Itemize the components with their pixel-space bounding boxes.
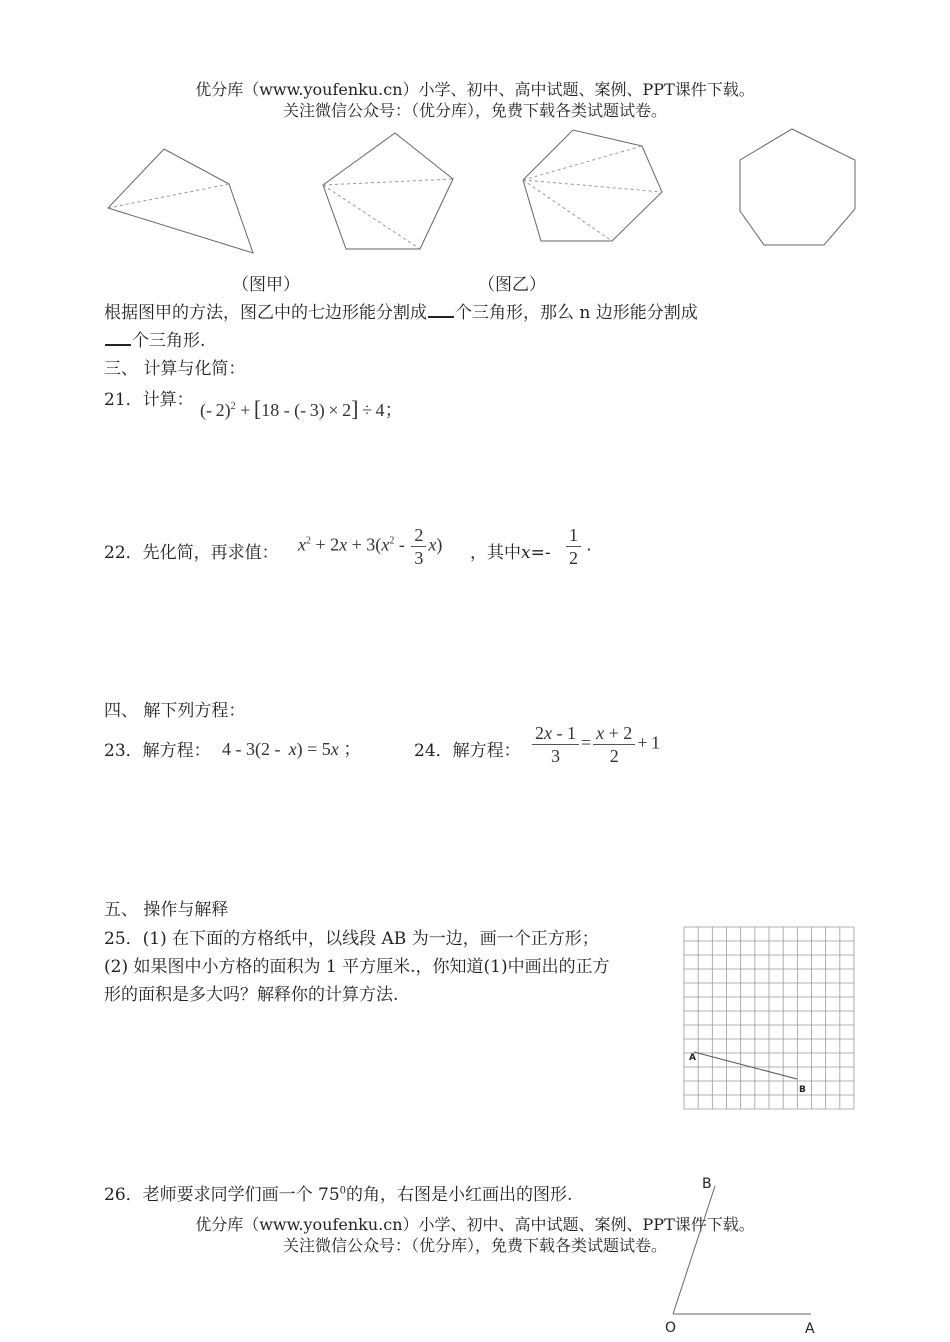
q23-label: 23．解方程：: [104, 741, 211, 761]
section-4-title: 四、 解下列方程：: [104, 701, 246, 721]
polygons-figure: [100, 125, 870, 260]
angle-label-o: O: [665, 1320, 677, 1336]
q26-text-b: 的角，右图是小红画出的图形.: [346, 1185, 573, 1205]
q21-label: 21．计算：: [104, 390, 194, 410]
q23-equation: 4 - 3(2 - x) = 5x ；: [222, 739, 362, 759]
q20-line-1: [104, 298, 698, 323]
q22-label: 22．先化简，再求值：: [104, 543, 279, 563]
q26-text-a: 26．老师要求同学们画一个 75: [104, 1185, 340, 1205]
hexagon-figure: [523, 130, 662, 241]
q22-end: .: [586, 534, 592, 555]
q22-value: $\frac{1}{2}$ .: [564, 524, 591, 569]
q24-equation: $\frac{2x - 1}{3}$ = $\frac{x + 2}{2}$ + 1: [530, 722, 660, 767]
q25-line-2: (2) 如果图中小方格的面积为 1 平方厘米.，你知道(1)中画出的正方: [104, 957, 610, 977]
angle-figure: [655, 1172, 825, 1340]
q21-expression: (- 2)$^2$ + [18 - (- 3) × 2] ÷ 4；: [200, 396, 403, 421]
angle-label-a: A: [805, 1321, 815, 1337]
q22-mid: ，其中: [470, 543, 521, 563]
ray-ob: [673, 1186, 715, 1314]
header-line-1: 优分库（www.youfenku.cn）小学、初中、高中试题、案例、PPT课件下载。: [195, 80, 755, 99]
point-b-label: B: [799, 1085, 806, 1095]
q21-end: ；: [384, 400, 403, 420]
q20-text-b: 个三角形，那么 n 边形能分割成: [455, 303, 698, 323]
answer-blank: [105, 330, 131, 346]
quadrilateral-figure: [108, 149, 253, 253]
section-5-title: 五、 操作与解释: [104, 900, 229, 920]
q22-eq: =-: [530, 543, 551, 563]
answer-blank: [428, 302, 454, 318]
q25-line-1: 25．(1) 在下面的方格纸中，以线段 AB 为一边，画一个正方形；: [104, 929, 599, 949]
q24-label: 24．解方程：: [414, 741, 521, 761]
q20-line-2: [104, 326, 205, 351]
q22-expression: $x^2 + 2x + 3(x^2$ - $\frac{2}{3}$ x): [298, 525, 443, 568]
q23-end: ；: [343, 739, 362, 759]
caption-figure-jia: （图甲）: [232, 275, 300, 295]
heptagon-figure: [740, 129, 855, 245]
q20-text-a: 根据图甲的方法，图乙中的七边形能分割成: [104, 303, 427, 323]
caption-figure-yi: （图乙）: [478, 275, 546, 295]
segment-ab: [694, 1052, 797, 1079]
footer-line-2: 关注微信公众号：（优分库），免费下载各类试题试卷。: [282, 1236, 667, 1255]
q26-degree-sup: 0: [339, 1185, 347, 1197]
header-line-2: 关注微信公众号：（优分库），免费下载各类试题试卷。: [282, 101, 667, 120]
q26-text: [104, 1180, 572, 1205]
q22-condition: [470, 538, 551, 563]
footer-line-1: 优分库（www.youfenku.cn）小学、初中、高中试题、案例、PPT课件下载。: [195, 1215, 755, 1234]
q25-line-3: 形的面积是多大吗？解释你的计算方法.: [104, 985, 399, 1005]
pentagon-figure: [323, 133, 453, 249]
section-3-title: 三、 计算与化简：: [104, 359, 246, 379]
angle-label-b: B: [702, 1176, 712, 1192]
square-grid-paper: [683, 926, 855, 1110]
q22-var: x: [521, 543, 531, 563]
q20-text-c: 个三角形.: [132, 331, 206, 351]
point-a-label: A: [689, 1053, 696, 1063]
